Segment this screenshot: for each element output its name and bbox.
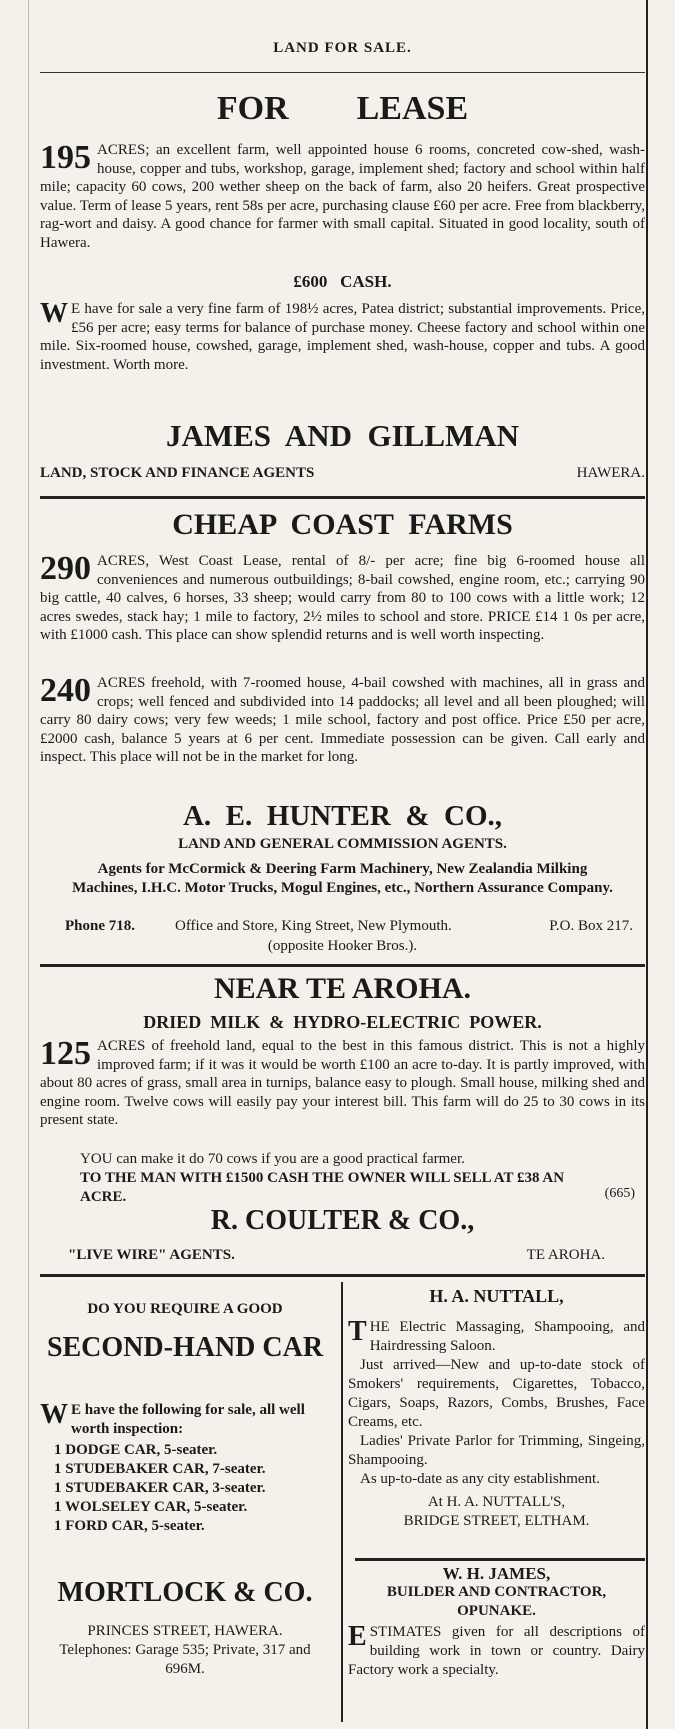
james-name: W. H. JAMES, <box>442 1564 551 1583</box>
lease-text: ACRES; an excellent farm, well appointed house 6 rooms, concreted cow-shed, wash-house, copper and tubs, workshop, garage, implement shed; factory and school within half mile; capacity 60 cows, 200 wether sheep on the back of farm, also 20 heifers. Great prospective value. Term of lease 5 years, rent 58s per acre, purchasing clause £60 per acre. Free from blackberry, rag-wort and daisy. A good chance for farmer with small capital. Situated in good locality, south of Hawera. <box>40 142 645 251</box>
nuttall-dropcap: T <box>348 1316 367 1347</box>
coast-240-text: ACRES freehold, with 7-roomed house, 4-bail cowshed with machines, all in grass and crops; well fenced and subdivided into 14 paddocks; all level and all been ploughed; will carry 80 dairy cows; very few weeds; 1 mile school, factory and post office. Price £50 per acre, £2000 cash, balance 5 years at 6 per cent. Immediate possession can be given. Call early and inspect. This place will not be in the market for long. <box>40 675 645 766</box>
right-column-rule <box>646 0 648 1729</box>
column-divider <box>341 1282 343 1722</box>
coast-240-number: 240 <box>40 672 91 709</box>
car-list-item: 1 FORD CAR, 5-seater. <box>54 1518 205 1534</box>
nuttall-text2: Ladies' Private Parlor for Trimming, Singeing, Shampooing. <box>348 1433 645 1468</box>
aroha-ref: (665) <box>604 1186 635 1201</box>
nuttall-intro-block <box>348 1318 645 1356</box>
james-gillman-name: JAMES AND GILLMAN <box>165 418 520 453</box>
divider-1 <box>40 496 645 499</box>
lease-acres-number: 195 <box>40 139 91 176</box>
james-text: STIMATES given for all descriptions of building work in town or country. Dairy Factory work a specialty. <box>348 1624 645 1678</box>
mortlock-name: MORTLOCK & CO. <box>57 1577 313 1608</box>
james-town: OPUNAKE. <box>457 1603 536 1619</box>
car-list-item: 1 STUDEBAKER CAR, 3-seater. <box>54 1480 266 1496</box>
car-require: DO YOU REQUIRE A GOOD <box>87 1301 283 1317</box>
nuttall-addr2: BRIDGE STREET, ELTHAM. <box>403 1513 590 1529</box>
aroha-subtitle: DRIED MILK & HYDRO-ELECTRIC POWER. <box>143 1012 542 1032</box>
car-list <box>40 1441 330 1536</box>
james-role: BUILDER AND CONTRACTOR, <box>386 1584 607 1600</box>
james-gillman-town: HAWERA. <box>576 465 645 481</box>
aroha-text: ACRES of freehold land, equal to the best in this famous district. This is not a highly improved farm; if it was it would be worth £100 an acre to-day. It is partly improved, with about 80 acres of grass, small area in turnips, balance easy to plough. Small house, milking shed and engine room. Twelve cows will easily pay your interest bill. This farm will do 25 to 30 cows in its present state. <box>40 1038 645 1129</box>
nuttall-ad <box>348 1284 645 1531</box>
left-page-edge <box>28 0 29 1729</box>
aroha-title: NEAR TE AROHA. <box>214 972 471 1005</box>
hunter-contact-line <box>40 918 645 938</box>
nuttall-title: H. A. NUTTALL, <box>429 1286 564 1306</box>
aroha-ad <box>40 1037 645 1130</box>
car-title: SECOND-HAND CAR <box>46 1332 324 1363</box>
divider-right <box>355 1558 645 1561</box>
james-text-block <box>348 1623 645 1680</box>
coulter-town: TE AROHA. <box>526 1247 605 1263</box>
hunter-opposite: (opposite Hooker Bros.). <box>267 938 418 954</box>
hunter-agents: LAND AND GENERAL COMMISSION AGENTS. <box>178 836 507 852</box>
car-ad <box>40 1300 330 1679</box>
advertisement-page <box>40 0 645 1729</box>
divider-2 <box>40 964 645 967</box>
james-dropcap: E <box>348 1621 367 1652</box>
coast-290-number: 290 <box>40 550 91 587</box>
hunter-phone: Phone 718. <box>65 918 136 934</box>
cash-title: £600 CASH. <box>293 272 392 291</box>
car-dropcap: W <box>40 1399 68 1430</box>
mortlock-phones: Telephones: Garage 535; Private, 317 and 696M. <box>59 1642 311 1677</box>
divider-3 <box>40 1274 645 1277</box>
car-intro-block <box>40 1401 330 1439</box>
section-header: LAND FOR SALE. <box>273 40 412 56</box>
cash-ad <box>40 300 645 374</box>
coulter-agents: "LIVE WIRE" AGENTS. <box>68 1247 235 1263</box>
coast-title: CHEAP COAST FARMS <box>172 508 513 541</box>
nuttall-intro: HE Electric Massaging, Shampooing, and Hairdressing Saloon. <box>369 1319 645 1354</box>
hunter-office: Office and Store, King Street, New Plymouth. <box>175 918 452 934</box>
coast-item-240 <box>40 674 645 767</box>
hunter-name: A. E. HUNTER & CO., <box>182 800 502 832</box>
hunter-text: Agents for McCormick & Deering Farm Machinery, New Zealandia Milking Machines, I.H.C. Motor Trucks, Mogul Engines, etc., Northern Assurance Company. <box>72 861 613 896</box>
mortlock-street: PRINCES STREET, HAWERA. <box>87 1623 283 1639</box>
car-list-item: 1 STUDEBAKER CAR, 7-seater. <box>54 1461 266 1477</box>
coast-290-text: ACRES, West Coast Lease, rental of 8/- per acre; fine big 6-roomed house all conveniences and numerous outbuildings; 8-bail cowshed, engine room, etc.; carrying 90 big cattle, 40 calves, 6 horses, 33 sheep; would carry from 80 to 100 cows with a little work; 12 acres swedes, stack hay; 1 mile to factory, 2½ miles to school and store. PRICE £14 1 0s per acre, with £1000 cash. This place can show splendid returns and is well worth inspecting. <box>40 553 645 644</box>
car-list-item: 1 DODGE CAR, 5-seater. <box>54 1442 218 1458</box>
nuttall-text1: Just arrived—New and up-to-date stock of Smokers' requirements, Cigarettes, Tobacco, Cigars, Soaps, Razors, Combs, Brushes, Face Creams, etc. <box>348 1357 645 1430</box>
aroha-line3: TO THE MAN WITH £1500 CASH THE OWNER WILL SELL AT £38 AN ACRE. <box>80 1170 565 1205</box>
james-gillman-agents: LAND, STOCK AND FINANCE AGENTS <box>40 465 315 481</box>
nuttall-addr1: At H. A. NUTTALL'S, <box>427 1494 566 1510</box>
aroha-acres-number: 125 <box>40 1035 91 1072</box>
coast-item-290 <box>40 552 645 645</box>
car-intro: E have the following for sale, all well worth inspection: <box>71 1402 305 1437</box>
header-rule <box>40 72 645 73</box>
lease-title: FOR LEASE <box>216 90 469 127</box>
lease-ad <box>40 141 645 253</box>
nuttall-text3: As up-to-date as any city establishment. <box>360 1471 600 1487</box>
coulter-name: R. COULTER & CO., <box>210 1205 475 1236</box>
cash-text: E have for sale a very fine farm of 198½ acres, Patea district; substantial improvements. Price, £56 per acre; easy terms for balance of purchase money. Cheese factory and school within one mile. Six-roomed house, cowshed, garage, implement shed, wash-house, copper and tubs. A good investment. Worth more. <box>40 301 645 373</box>
car-list-item: 1 WOLSELEY CAR, 5-seater. <box>54 1499 248 1515</box>
aroha-line2: YOU can make it do 70 cows if you are a good practical farmer. <box>80 1151 465 1167</box>
james-ad <box>348 1564 645 1680</box>
hunter-pobox: P.O. Box 217. <box>549 918 633 934</box>
cash-dropcap: W <box>40 298 68 329</box>
